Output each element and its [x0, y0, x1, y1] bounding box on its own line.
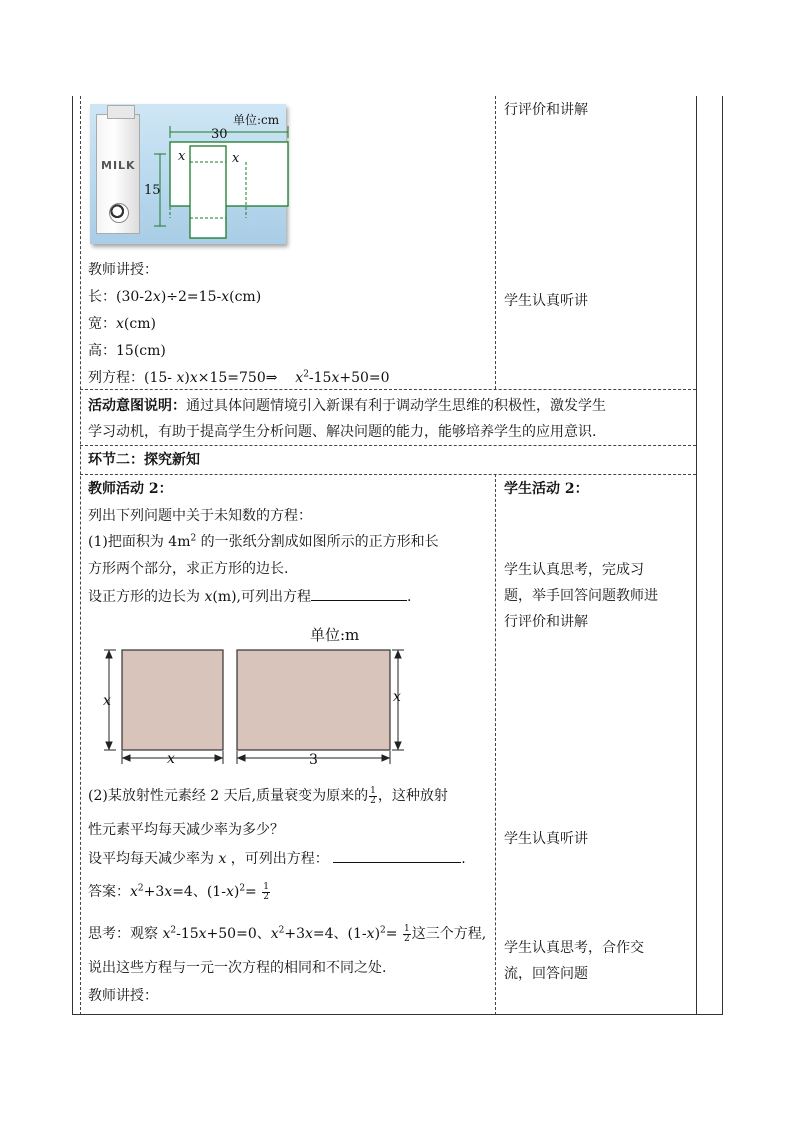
- table-bottom-border: [72, 1014, 723, 1015]
- think-line-1: 思考：观察 $x^2-15x+50=0$、$x^2+3x=4$、$(1-x)^2=$ $\frac{1}{2}$ 这三个方程,: [88, 923, 487, 944]
- square-piece: [122, 650, 223, 750]
- net-cut-label-right: x: [232, 151, 240, 166]
- task-intro: 列出下列问题中关于未知数的方程：: [88, 508, 312, 524]
- rectangle-piece: [237, 650, 390, 750]
- diagram-unit-label: 单位:m: [310, 626, 360, 644]
- problem-2-line-1: (2)某放射性元素经 2 天后,质量衰变为原来的 $\frac{1}{2}$ ，这种放射: [88, 785, 448, 806]
- net-height-label: 15: [144, 183, 161, 198]
- table-inner-right-line: [696, 96, 697, 1015]
- student-response-1-line-1: 学生认真思考，完成习: [504, 562, 644, 578]
- square-rectangle-diagram: [96, 624, 416, 770]
- fraction-one-half: $\frac{1}{2}$: [370, 785, 376, 806]
- table-column-divider: [495, 96, 496, 389]
- milk-carton-image: MILK: [96, 114, 140, 234]
- student-response-1-line-2: 题，举手回答问题教师进: [504, 588, 658, 604]
- problem-1-line-3: 设正方形的边长为 x(m),可列出方程 .: [88, 586, 411, 607]
- carton-net-diagram: [140, 108, 290, 242]
- problem-2-line-2: 性元素平均每天减少率为多少？: [88, 822, 284, 838]
- length-expression: 长：(30-2x)÷2=15-x(cm): [88, 289, 262, 305]
- student-listening-text: 学生认真听讲: [504, 293, 588, 309]
- student-response-3-line-2: 流，回答问题: [504, 966, 588, 982]
- row-divider: [80, 389, 696, 390]
- table-column-divider: [80, 96, 81, 1015]
- teacher-lecture-heading: 教师讲授：: [88, 262, 158, 278]
- table-left-border: [72, 96, 73, 1015]
- square-side-label: x: [103, 693, 111, 709]
- square-bottom-label: x: [167, 751, 175, 767]
- width-expression: 宽：x(cm): [88, 316, 156, 332]
- think-line-2: 说出这些方程与一元一次方程的相同和不同之处.: [88, 960, 387, 976]
- rectangle-bottom-label: 3: [309, 752, 318, 768]
- teacher-lecture-heading-2: 教师讲授：: [88, 988, 158, 1004]
- teacher-activity-heading: 教师活动 2：: [88, 481, 173, 497]
- answer-blank-1[interactable]: [311, 586, 407, 601]
- cow-logo-icon: [109, 203, 129, 223]
- problem-1-line-2: 方形两个部分，求正方形的边长.: [88, 561, 289, 577]
- student-response-1-line-3: 行评价和讲解: [504, 614, 588, 630]
- row-divider: [80, 474, 696, 475]
- net-width-label: 30: [211, 127, 228, 142]
- rectangle-side-label: x: [393, 689, 401, 705]
- student-feedback-text: 行评价和讲解: [504, 102, 588, 118]
- table-right-border: [722, 96, 723, 1015]
- problem-2-line-3: 设平均每天减少率为 x ，可列出方程： .: [88, 848, 466, 869]
- intent-line-2: 学习动机，有助于提高学生分析问题、解决问题的能力，能够培养学生的应用意识.: [88, 424, 597, 440]
- net-unit-label: 单位:cm: [233, 113, 280, 127]
- student-activity-heading: 学生活动 2：: [504, 481, 589, 497]
- student-response-2: 学生认真听讲: [504, 831, 588, 847]
- height-expression: 高：15(cm): [88, 343, 166, 359]
- answer-line: 答案：$x^2+3x=4$、$(1-x)^2=$ $\frac{1}{2}$: [88, 881, 269, 902]
- intent-line-1: 活动意图说明：通过具体问题情境引入新课有利于调动学生思维的积极性，激发学生: [88, 398, 606, 414]
- answer-blank-2[interactable]: [333, 848, 461, 863]
- section-title: 环节二：探究新知: [88, 452, 200, 468]
- problem-1-line-1: (1)把面积为 $4m^2$ 的一张纸分割成如图所示的正方形和长: [88, 533, 439, 550]
- student-response-3-line-1: 学生认真思考，合作交: [504, 940, 644, 956]
- net-cut-label-left: x: [178, 149, 186, 164]
- equation-expression: 列方程：(15- x)x×15=750⇒ $x^2-15x+50=0$: [88, 369, 390, 386]
- table-column-divider: [495, 474, 496, 1015]
- row-divider: [80, 445, 696, 446]
